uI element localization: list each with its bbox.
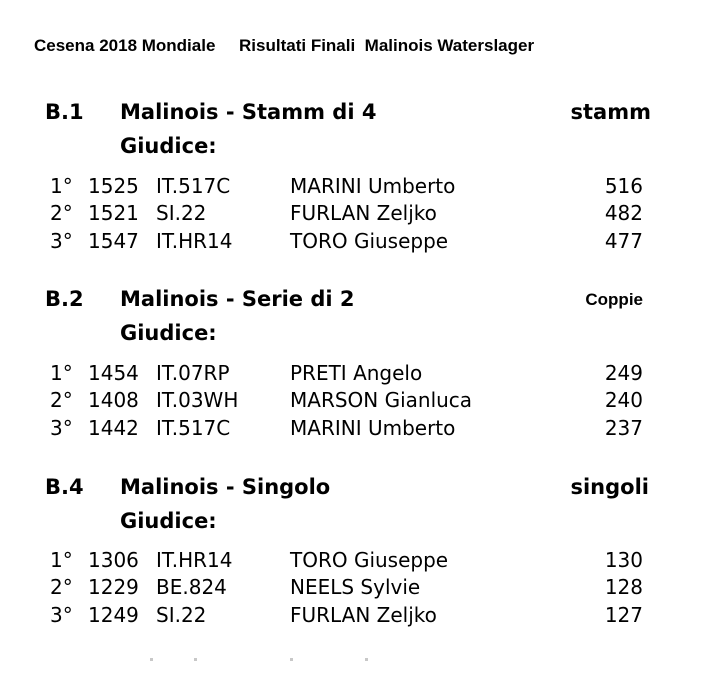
club-code: BE.824 bbox=[156, 575, 227, 599]
breeder-name: MARINI Umberto bbox=[290, 416, 456, 440]
breeder-name: NEELS Sylvie bbox=[290, 575, 421, 599]
section-name: Malinois - Serie di 2 bbox=[120, 287, 355, 311]
place: 3° bbox=[50, 603, 73, 627]
ring-number: 1454 bbox=[88, 361, 139, 385]
club-code: IT.HR14 bbox=[156, 229, 233, 253]
place: 1° bbox=[50, 548, 73, 572]
score: 249 bbox=[604, 361, 643, 385]
score: 127 bbox=[604, 603, 643, 627]
ring-number: 1521 bbox=[88, 201, 139, 225]
judge-label: Giudice: bbox=[120, 321, 217, 345]
score: 240 bbox=[604, 388, 643, 412]
section-code: B.1 bbox=[45, 100, 84, 124]
breeder-name: PRETI Angelo bbox=[290, 361, 423, 385]
section-type: Coppie bbox=[585, 290, 643, 309]
result-row bbox=[0, 603, 721, 630]
result-row bbox=[0, 229, 721, 256]
score: 482 bbox=[604, 201, 643, 225]
breeder-name: FURLAN Zeljko bbox=[290, 603, 437, 627]
section-type: singoli bbox=[570, 475, 649, 499]
score: 237 bbox=[604, 416, 643, 440]
result-row bbox=[0, 548, 721, 575]
cropped-text-remnant bbox=[150, 658, 450, 664]
result-row bbox=[0, 575, 721, 602]
place: 3° bbox=[50, 416, 73, 440]
breeder-name: MARINI Umberto bbox=[290, 174, 456, 198]
ring-number: 1525 bbox=[88, 174, 139, 198]
score: 477 bbox=[604, 229, 643, 253]
judge-label: Giudice: bbox=[120, 509, 217, 533]
result-row bbox=[0, 388, 721, 415]
club-code: IT.03WH bbox=[156, 388, 239, 412]
score: 128 bbox=[604, 575, 643, 599]
section-type: stamm bbox=[570, 100, 651, 124]
ring-number: 1442 bbox=[88, 416, 139, 440]
club-code: SI.22 bbox=[156, 201, 207, 225]
section-code: B.2 bbox=[45, 287, 84, 311]
ring-number: 1229 bbox=[88, 575, 139, 599]
breeder-name: TORO Giuseppe bbox=[290, 229, 449, 253]
club-code: IT.517C bbox=[156, 174, 231, 198]
result-row bbox=[0, 361, 721, 388]
place: 2° bbox=[50, 388, 73, 412]
score: 516 bbox=[604, 174, 643, 198]
ring-number: 1547 bbox=[88, 229, 139, 253]
club-code: IT.517C bbox=[156, 416, 231, 440]
ring-number: 1306 bbox=[88, 548, 139, 572]
place: 1° bbox=[50, 361, 73, 385]
judge-label: Giudice: bbox=[120, 134, 217, 158]
place: 2° bbox=[50, 201, 73, 225]
place: 3° bbox=[50, 229, 73, 253]
page-title: Cesena 2018 Mondiale Risultati Finali Malinois Waterslager bbox=[34, 36, 535, 55]
club-code: IT.HR14 bbox=[156, 548, 233, 572]
section-code: B.4 bbox=[45, 475, 84, 499]
result-row bbox=[0, 174, 721, 201]
section-name: Malinois - Stamm di 4 bbox=[120, 100, 377, 124]
ring-number: 1408 bbox=[88, 388, 139, 412]
section-name: Malinois - Singolo bbox=[120, 475, 331, 499]
place: 1° bbox=[50, 174, 73, 198]
place: 2° bbox=[50, 575, 73, 599]
result-row bbox=[0, 201, 721, 228]
club-code: SI.22 bbox=[156, 603, 207, 627]
club-code: IT.07RP bbox=[156, 361, 230, 385]
breeder-name: MARSON Gianluca bbox=[290, 388, 473, 412]
score: 130 bbox=[604, 548, 643, 572]
breeder-name: TORO Giuseppe bbox=[290, 548, 449, 572]
result-row bbox=[0, 416, 721, 443]
breeder-name: FURLAN Zeljko bbox=[290, 201, 437, 225]
ring-number: 1249 bbox=[88, 603, 139, 627]
